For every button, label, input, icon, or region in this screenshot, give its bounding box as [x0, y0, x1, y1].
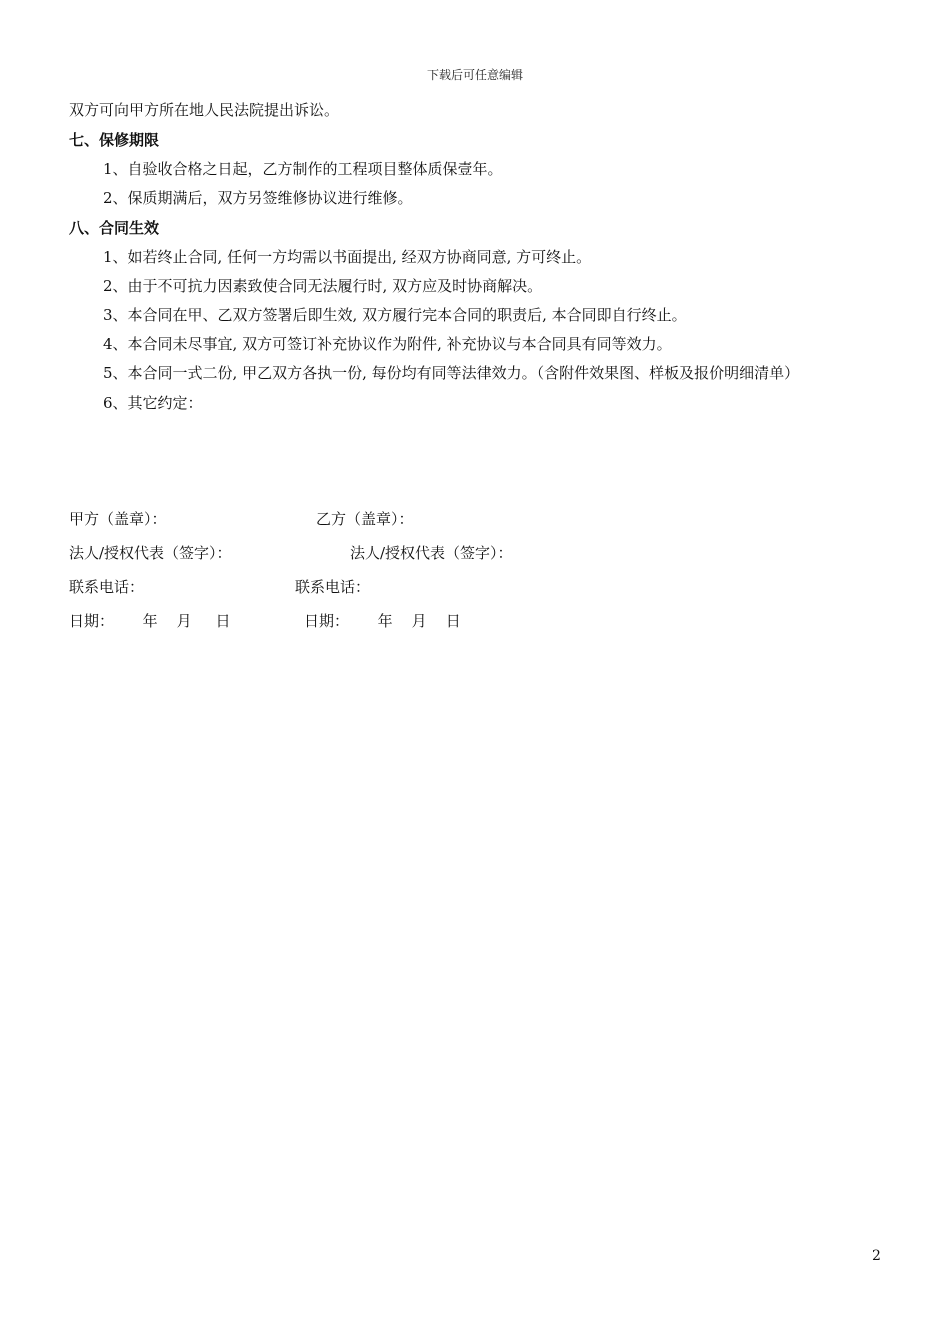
section7-item-2: 2、保质期满后，双方另签维修协议进行维修。: [103, 189, 413, 207]
party-a-representative-label: 法人/授权代表（签字）：: [69, 544, 232, 562]
section8-title: 八、合同生效: [69, 219, 160, 237]
party-b-seal-label: 乙方（盖章）：: [316, 510, 414, 528]
section7-item-1: 1、自验收合格之日起，乙方制作的工程项目整体质保壹年。: [103, 160, 503, 178]
continuation-text: 双方可向甲方所在地人民法院提出诉讼。: [69, 101, 340, 119]
party-a-phone-label: 联系电话：: [69, 578, 145, 596]
section8-item-2: 2、由于不可抗力因素致使合同无法履行时, 双方应及时协商解决。: [103, 277, 543, 295]
party-b-date-label: 日期： 年 月 日: [304, 612, 461, 630]
party-b-representative-label: 法人/授权代表（签字）：: [350, 544, 513, 562]
section7-title: 七、保修期限: [69, 131, 160, 149]
party-b-phone-label: 联系电话：: [295, 578, 371, 596]
section8-item-3: 3、本合同在甲、乙双方签署后即生效, 双方履行完本合同的职责后, 本合同即自行终止。: [103, 306, 687, 324]
party-a-seal-label: 甲方（盖章）：: [69, 510, 167, 528]
header-note: 下载后可任意编辑: [426, 68, 523, 82]
section8-item-6: 6、其它约定：: [103, 394, 203, 412]
party-a-date-label: 日期： 年 月 日: [69, 612, 231, 630]
section8-item-5: 5、本合同一式二份, 甲乙双方各执一份, 每份均有同等法律效力。（含附件效果图、样板及报价明细清单）: [103, 364, 800, 382]
section8-item-1: 1、如若终止合同, 任何一方均需以书面提出, 经双方协商同意, 方可终止。: [103, 248, 592, 266]
page-number: 2: [872, 1248, 881, 1264]
section8-item-4: 4、本合同未尽事宜, 双方可签订补充协议作为附件, 补充协议与本合同具有同等效力。: [103, 335, 672, 353]
